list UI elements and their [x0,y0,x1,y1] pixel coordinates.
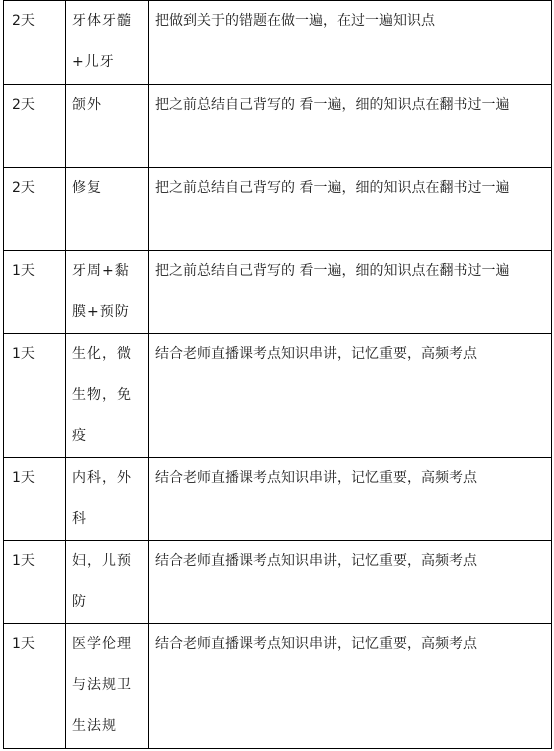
days-text: 1天 [12,553,35,569]
subject-text: 生化，微生物，免疫 [72,346,132,444]
task-text: 结合老师直播课考点知识串讲，记忆重要，高频考点 [155,470,477,486]
subject-cell [66,251,149,334]
table-row [4,541,552,624]
days-text: 1天 [12,346,35,362]
days-cell [4,168,66,251]
subject-cell [66,334,149,458]
subject-text: 牙周+黏膜+预防 [72,263,130,320]
task-cell [149,85,552,168]
task-text: 结合老师直播课考点知识串讲，记忆重要，高频考点 [155,553,477,569]
days-cell [4,85,66,168]
days-cell [4,1,66,85]
task-cell [149,168,552,251]
days-text: 2天 [12,97,35,113]
study-plan-body [4,1,552,749]
subject-text: 牙体牙髓+儿牙 [72,13,132,70]
subject-cell [66,624,149,749]
subject-text: 妇，儿预防 [72,553,132,610]
days-cell [4,251,66,334]
days-text: 2天 [12,180,35,196]
task-cell [149,458,552,541]
subject-cell [66,541,149,624]
days-text: 1天 [12,263,35,279]
task-text: 把做到关于的错题在做一遍，在过一遍知识点 [155,13,435,29]
table-row [4,334,552,458]
study-plan-table [3,0,552,749]
table-row [4,458,552,541]
days-cell [4,624,66,749]
task-text: 把之前总结自己背写的 看一遍，细的知识点在翻书过一遍 [155,180,510,196]
days-cell [4,458,66,541]
table-row [4,251,552,334]
subject-text: 医学伦理与法规卫生法规 [72,636,132,734]
subject-text: 颌外 [72,97,102,113]
task-cell [149,251,552,334]
subject-text: 修复 [72,180,102,196]
task-cell [149,1,552,85]
subject-text: 内科，外科 [72,470,132,527]
days-cell [4,334,66,458]
days-text: 1天 [12,636,35,652]
task-cell [149,624,552,749]
table-row [4,624,552,749]
task-text: 把之前总结自己背写的 看一遍，细的知识点在翻书过一遍 [155,97,510,113]
task-cell [149,541,552,624]
subject-cell [66,85,149,168]
table-row [4,85,552,168]
task-cell [149,334,552,458]
days-text: 2天 [12,13,35,29]
days-text: 1天 [12,470,35,486]
table-row [4,168,552,251]
task-text: 结合老师直播课考点知识串讲，记忆重要，高频考点 [155,636,477,652]
days-cell [4,541,66,624]
subject-cell [66,458,149,541]
subject-cell [66,168,149,251]
table-row [4,1,552,85]
subject-cell [66,1,149,85]
task-text: 结合老师直播课考点知识串讲，记忆重要，高频考点 [155,346,477,362]
task-text: 把之前总结自己背写的 看一遍，细的知识点在翻书过一遍 [155,263,510,279]
